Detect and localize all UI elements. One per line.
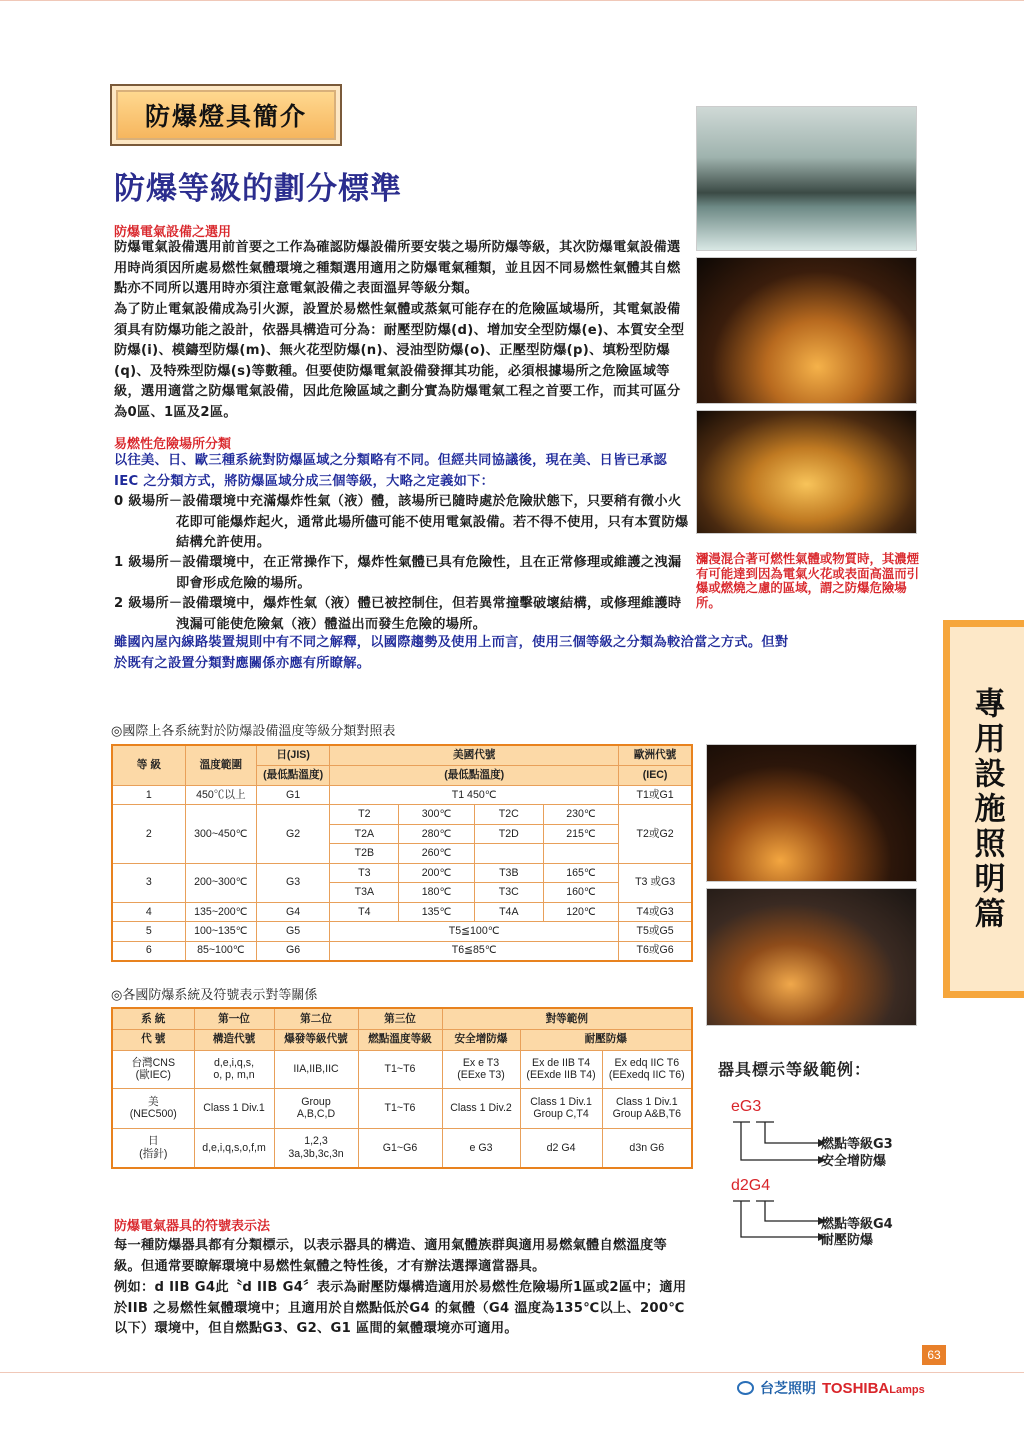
example-code-eg3: eG3 (731, 1098, 762, 1115)
table-cell (543, 844, 618, 864)
table-cell: 5 (112, 922, 185, 942)
table-cell: Group A,B,C,D (274, 1088, 358, 1128)
table-cell: T3C (474, 883, 543, 903)
table-cell: T3 或G3 (619, 863, 692, 902)
table-cell: 230℃ (543, 805, 618, 825)
header-cell: 溫度範圍 (185, 745, 256, 785)
table-row (112, 1088, 692, 1128)
header-cell: 美國代號 (330, 745, 619, 765)
hazard-area-note: 瀰漫混合著可燃性氣體或物質時，其濃煙有可能達到因為電氣火花或表面高溫而引爆或燃燒之慮的區域，謂之防爆危險場所。 (696, 551, 920, 610)
paragraph-classification-outro: 雖國內屋內線路裝置規則中有不同之解釋，以國際趨勢及使用上而言，使用三個等級之分類為較洽當之方式。但對於既有之設置分類對應關係亦應有所瞭解。 (114, 635, 789, 671)
table-cell: d,e,i,q,s, o, p, m,n (194, 1050, 274, 1088)
photo-plant-night-1 (706, 744, 917, 882)
table-cell (474, 844, 543, 864)
table-cell: 160℃ (543, 883, 618, 903)
brand-logo-icon (737, 1381, 754, 1395)
table-cell: 美 (NEC500) (112, 1088, 194, 1128)
table-cell: Class 1 Div.1 Group A&B,T6 (602, 1088, 692, 1128)
example-label: 燃點等級G4 (821, 1217, 893, 1232)
zone-2-definition: 2 級場所－設備環境中，爆炸性氣（液）體已被控制住，但若異常撞擊破壞結構，或修理維護時洩漏可能使危險氣（液）體溢出而發生危險的場所。 (114, 596, 682, 632)
table-cell: 135~200℃ (185, 902, 256, 922)
toshiba-wordmark: TOSHIBA (822, 1379, 890, 1397)
table-cell: d2 G4 (520, 1128, 602, 1168)
header-cell: 第二位 (274, 1008, 358, 1029)
table-cell: T6或G6 (619, 941, 692, 961)
example-bracket-2 (730, 1197, 830, 1247)
page-title: 防爆等級的劃分標準 (114, 171, 402, 207)
paragraph-selection-1: 防爆電氣設備選用前首要之工作為確認防爆設備所要安裝之場所防爆等級，其次防爆電氣設備選用時尚須因所處易燃性氣體環境之種類選用適用之防爆電氣種類，並且因不同易燃性氣體其自燃點亦不同所以選用時亦須注意電氣設備之表面溫昇等級分類。 (114, 240, 681, 297)
table-cell: T1 450℃ (330, 785, 619, 805)
table-cell: T2A (330, 824, 399, 844)
paragraph-symbol-1: 每一種防爆器具都有分類標示，以表示器具的構造、適用氣體族群與適用易燃氣體自燃溫度等級。但通常要瞭解環境中易燃性氣體之特性後，才有辦法選擇適當器具。 (114, 1238, 667, 1274)
table-cell: e G3 (442, 1128, 520, 1168)
table-cell: T5或G5 (619, 922, 692, 942)
table-cell: Ex edq IIC T6 (EExedq IIC T6) (602, 1050, 692, 1088)
header-cell: 等 級 (112, 745, 185, 785)
table-cell: 280℃ (399, 824, 474, 844)
header-cell: 耐壓防爆 (520, 1029, 692, 1050)
table-row (112, 922, 692, 942)
table-cell: Ex e T3 (EExe T3) (442, 1050, 520, 1088)
paragraph-selection-2: 為了防止電氣設備成為引火源，設置於易燃性氣體或蒸氣可能存在的危險區域場所，其電氣設備須具有防爆功能之設計，依器具構造可分為：耐壓型防爆(d)、增加安全型防爆(e)、本質安全型防爆(i)、模鑄型防爆(m)、無火花型防爆(n)、浸油型防爆(o)、正壓型防爆(p)、填粉型防爆(q)、及特殊型防爆(s)等數種。但要使防爆電氣設備發揮其功能，必須根據場所之危險區域等級，選用適當之防爆電氣設備，因此危險區域之劃分實為防爆電氣工程之首要工作，而其可區分為0區、1區及2區。 (114, 302, 685, 420)
table1-caption: ◎國際上各系統對於防爆設備溫度等級分類對照表 (111, 724, 396, 739)
example-label: 耐壓防爆 (821, 1233, 874, 1248)
header-cell: 燃點溫度等級 (358, 1029, 442, 1050)
header-cell: (最低點溫度) (330, 765, 619, 785)
table-cell: 100~135℃ (185, 922, 256, 942)
table-cell: T4A (474, 902, 543, 922)
table-row (112, 785, 692, 805)
footer-brand (737, 1378, 925, 1398)
banner-label: 防爆燈具簡介 (116, 90, 336, 140)
table-cell: 300℃ (399, 805, 474, 825)
chapter-label: 專用設施照明篇 (968, 686, 1005, 932)
page-number: 63 (922, 1345, 946, 1365)
table-cell: 120℃ (543, 902, 618, 922)
marking-equivalence-table (111, 1007, 693, 1169)
table-cell: T2C (474, 805, 543, 825)
table-cell: T2B (330, 844, 399, 864)
table-cell: Class 1 Div.1 (194, 1088, 274, 1128)
table-row (112, 941, 692, 961)
example-label: 安全增防爆 (821, 1154, 887, 1169)
header-cell: 對等範例 (442, 1008, 692, 1029)
table-cell: 215℃ (543, 824, 618, 844)
table-cell: 台灣CNS (歐IEC) (112, 1050, 194, 1088)
photo-plant-night-2 (706, 888, 917, 1026)
table-row (112, 863, 692, 883)
table-cell: G2 (256, 805, 329, 864)
table-row (112, 902, 692, 922)
table-row (112, 1050, 692, 1088)
top-rule (0, 0, 1024, 1)
table-cell: 165℃ (543, 863, 618, 883)
heading-hazard-classification: 易燃性危險場所分類 (114, 437, 232, 452)
photo-refinery-lights (696, 410, 917, 534)
table-cell: 6 (112, 941, 185, 961)
table-cell: G6 (256, 941, 329, 961)
example-title: 器具標示等級範例： (718, 1060, 872, 1079)
table-cell: T3B (474, 863, 543, 883)
table-cell: T2或G2 (619, 805, 692, 864)
chapter-side-tab (943, 620, 1024, 998)
example-label: 燃點等級G3 (821, 1137, 893, 1152)
header-cell: 第一位 (194, 1008, 274, 1029)
photo-power-plant-dusk (696, 106, 917, 251)
paragraph-symbol-2: 例如：d IIB G4此〝d IIB G4〞表示為耐壓防爆構造適用於易燃性危險場所1區或2區中；適用於IIB 之易燃性氣體環境中；且適用於自燃點低於G4 的氣體（G4 溫度為135℃以上、200℃以下）環境中，但自燃點G3、G2、G1 區間的氣體環境亦可適用。 (114, 1280, 687, 1337)
table-cell: T4或G3 (619, 902, 692, 922)
table-cell: T4 (330, 902, 399, 922)
table-cell: 1 (112, 785, 185, 805)
heading-equipment-selection: 防爆電氣設備之選用 (114, 225, 232, 240)
header-cell: 日(JIS) (256, 745, 329, 765)
table2-caption: ◎各國防爆系統及符號表示對等關係 (111, 988, 318, 1003)
table-cell: 2 (112, 805, 185, 864)
table-cell: 日 (指針) (112, 1128, 194, 1168)
table-cell: T2D (474, 824, 543, 844)
table-cell: T6≦85℃ (330, 941, 619, 961)
table-cell: 4 (112, 902, 185, 922)
table-cell: G5 (256, 922, 329, 942)
table-cell: G1~G6 (358, 1128, 442, 1168)
header-cell: 構造代號 (194, 1029, 274, 1050)
table-cell: G4 (256, 902, 329, 922)
table-cell: 135℃ (399, 902, 474, 922)
header-cell: 爆發等級代號 (274, 1029, 358, 1050)
lamps-wordmark: Lamps (889, 1384, 925, 1396)
table-row (112, 805, 692, 825)
header-cell: 安全增防爆 (442, 1029, 520, 1050)
table-cell: 450℃以上 (185, 785, 256, 805)
table-cell: T1~T6 (358, 1088, 442, 1128)
header-cell: 歐洲代號 (619, 745, 692, 765)
zone-1-definition: 1 級場所－設備環境中，在正常操作下，爆炸性氣體已具有危險性，且在正常修理或維護之洩漏即會形成危險的場所。 (114, 555, 682, 591)
table-cell: T1或G1 (619, 785, 692, 805)
brand-name: 台芝照明 (760, 1381, 816, 1397)
table-cell: 260℃ (399, 844, 474, 864)
header-cell: (最低點溫度) (256, 765, 329, 785)
header-cell: (IEC) (619, 765, 692, 785)
table-cell: d,e,i,q,s,o,f,m (194, 1128, 274, 1168)
table-cell: 1,2,3 3a,3b,3c,3n (274, 1128, 358, 1168)
photo-refinery-night (696, 257, 917, 404)
footer-rule (0, 1372, 1024, 1373)
header-cell: 第三位 (358, 1008, 442, 1029)
table-cell: T3 (330, 863, 399, 883)
table-cell: d3n G6 (602, 1128, 692, 1168)
example-bracket-1 (730, 1118, 830, 1168)
table-cell: G3 (256, 863, 329, 902)
header-cell: 系 統 (112, 1008, 194, 1029)
table-cell: 200℃ (399, 863, 474, 883)
heading-symbol-notation: 防爆電氣器具的符號表示法 (114, 1219, 271, 1234)
table-cell: Ex de IIB T4 (EExde IIB T4) (520, 1050, 602, 1088)
table-cell: T2 (330, 805, 399, 825)
example-code-d2g4: d2G4 (731, 1177, 771, 1194)
table-cell: G1 (256, 785, 329, 805)
section-banner (110, 84, 342, 146)
table-row (112, 1128, 692, 1168)
table-cell: 200~300℃ (185, 863, 256, 902)
temperature-class-table (111, 744, 693, 962)
table-cell: 300~450℃ (185, 805, 256, 864)
table-cell: Class 1 Div.1 Group C,T4 (520, 1088, 602, 1128)
table-cell: 85~100℃ (185, 941, 256, 961)
table-cell: 180℃ (399, 883, 474, 903)
paragraph-classification-intro: 以往美、日、歐三種系統對防爆區域之分類略有不同。但經共同協議後，現在美、日皆已承認IEC 之分類方式，將防爆區域分成三個等級，大略之定義如下： (114, 453, 667, 489)
table-cell: T1~T6 (358, 1050, 442, 1088)
header-cell: 代 號 (112, 1029, 194, 1050)
table-cell: T5≦100℃ (330, 922, 619, 942)
table-cell: T3A (330, 883, 399, 903)
table-cell: Class 1 Div.2 (442, 1088, 520, 1128)
zone-0-definition: 0 級場所－設備環境中充滿爆炸性氣（液）體，該場所已隨時處於危險狀態下，只要稍有微小火花即可能爆炸起火，通常此場所儘可能不使用電氣設備。若不得不使用，只有本質防爆結構允許使用。 (114, 494, 689, 551)
table-cell: IIA,IIB,IIC (274, 1050, 358, 1088)
table-cell: 3 (112, 863, 185, 902)
